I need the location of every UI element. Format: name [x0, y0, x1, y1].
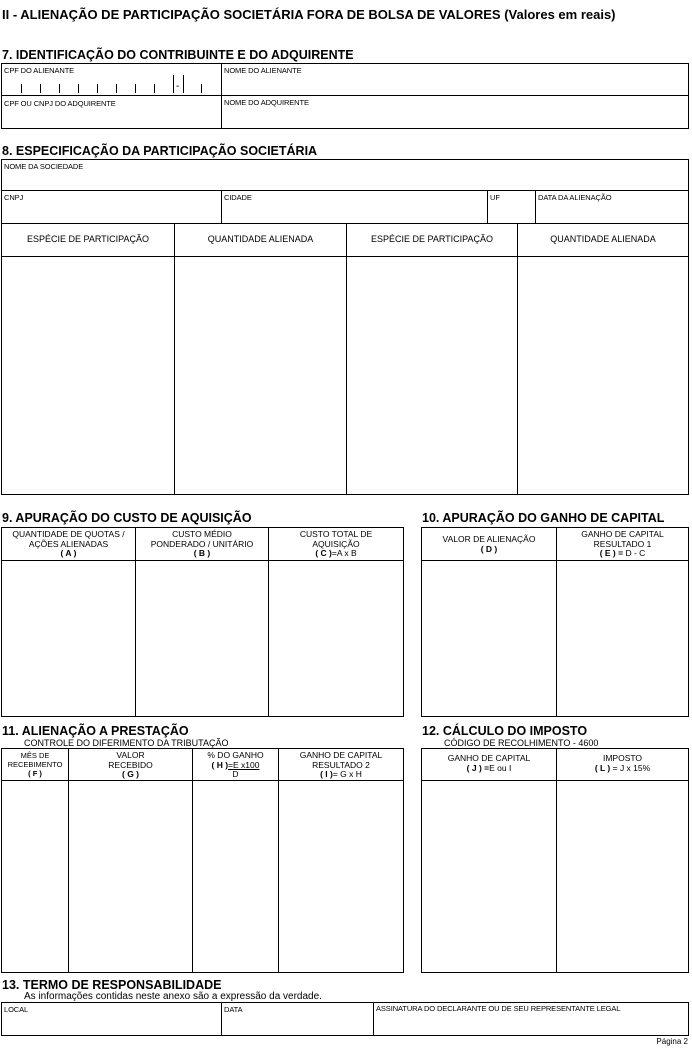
- col-c-line1: CUSTO TOTAL DE: [299, 529, 373, 539]
- col-f-field[interactable]: [2, 781, 67, 972]
- nome-adquirente-label: NOME DO ADQUIRENTE: [224, 98, 309, 107]
- column-header-h: [193, 751, 278, 780]
- col-d-field[interactable]: [422, 561, 555, 716]
- assinatura-field[interactable]: [375, 1014, 688, 1035]
- col-b-line2: PONDERADO / UNITÁRIO: [150, 538, 254, 549]
- col-b-field[interactable]: [136, 561, 267, 716]
- col-f-line1: MÊS DE: [20, 751, 50, 760]
- column-header-b: [136, 530, 268, 559]
- cnpj-field[interactable]: [2, 202, 220, 222]
- col-g-code: ( G ): [122, 769, 139, 779]
- col-e-formula: D - C: [625, 548, 646, 558]
- page-number: Página 2: [656, 1037, 688, 1046]
- col-h-line1: % DO GANHO: [207, 750, 264, 760]
- data-label: DATA: [224, 1005, 243, 1014]
- column-header-f: [2, 751, 68, 778]
- col-e-field[interactable]: [557, 561, 688, 716]
- nome-adquirente-field[interactable]: [223, 108, 688, 128]
- col-c-code: ( C ): [315, 548, 332, 558]
- data-field[interactable]: [223, 1014, 372, 1035]
- col-j-line1: GANHO DE CAPITAL: [447, 753, 531, 763]
- cpf-dash: -: [176, 81, 180, 92]
- data-alienacao-field[interactable]: [537, 202, 688, 222]
- col-a-code: ( A ): [60, 548, 77, 558]
- digit-tick: [97, 84, 98, 93]
- divider: [373, 1002, 374, 1036]
- col-c-field[interactable]: [269, 561, 403, 716]
- column-header-a: [2, 530, 135, 559]
- col-e-code-line: [557, 549, 688, 559]
- col-h-field[interactable]: [193, 781, 277, 972]
- col-a-line2: AÇÕES ALIENADAS: [28, 538, 109, 549]
- col-l-formula: = J x 15%: [612, 762, 651, 773]
- col-g-line1: VALOR: [116, 750, 145, 760]
- col-j-code: ( J ) =: [466, 762, 490, 773]
- col-h-formula: =E x100: [228, 759, 260, 770]
- col-e-code: ( E ) =: [599, 548, 624, 558]
- column-header-l: [557, 754, 688, 773]
- divider: [1, 190, 689, 191]
- digit-tick: [78, 84, 79, 93]
- col-j-code-line: [422, 764, 556, 774]
- col-c-line2: AQUISIÇÃO: [312, 538, 360, 549]
- col-l-code-line: [557, 764, 688, 774]
- column-header-j: [422, 754, 556, 773]
- col-l-code: ( L ): [594, 762, 611, 773]
- digit-tick: [201, 84, 202, 93]
- col-f-line2: RECEBIMENTO: [7, 760, 63, 769]
- section-8-heading: 8. ESPECIFICAÇÃO DA PARTICIPAÇÃO SOCIETÁRIA: [2, 144, 318, 158]
- page-title-text: II - ALIENAÇÃO DE PARTICIPAÇÃO SOCIETÁRIA FORA DE BOLSA DE VALORES: [2, 7, 501, 22]
- especie-2-field[interactable]: [347, 257, 516, 494]
- cpf-alienante-label: CPF DO ALIENANTE: [4, 66, 75, 75]
- section-9-heading: 9. APURAÇÃO DO CUSTO DE AQUISIÇÃO: [2, 511, 252, 525]
- col-e-line2: RESULTADO 1: [593, 538, 652, 549]
- section-10-heading: 10. APURAÇÃO DO GANHO DE CAPITAL: [422, 511, 665, 525]
- section-11-subheading: CONTROLE DO DIFERIMENTO DA TRIBUTAÇÃO: [24, 738, 229, 748]
- assinatura-label: ASSINATURA DO DECLARANTE OU DE SEU REPRESENTANTE LEGAL: [376, 1004, 621, 1013]
- col-l-line1: IMPOSTO: [602, 753, 643, 763]
- col-e-line1: GANHO DE CAPITAL: [581, 529, 664, 539]
- col-i-line1: GANHO DE CAPITAL: [299, 750, 383, 760]
- cpf-cnpj-adquirente-label: CPF OU CNPJ DO ADQUIRENTE: [4, 99, 116, 108]
- digit-tick: [183, 75, 184, 93]
- col-j-field[interactable]: [422, 781, 555, 972]
- col-b-code: ( B ): [193, 548, 211, 558]
- digit-tick: [154, 84, 155, 93]
- col-l-field[interactable]: [557, 781, 688, 972]
- col-i-formula: = G x H: [332, 769, 362, 779]
- cpf-cnpj-adquirente-field[interactable]: [2, 108, 220, 128]
- digit-tick: [135, 84, 136, 93]
- col-a-line1: QUANTIDADE DE QUOTAS /: [12, 529, 125, 539]
- nome-alienante-field[interactable]: [223, 75, 688, 94]
- col-c-code-line: [269, 549, 403, 559]
- col-d-code: ( D ): [480, 543, 498, 554]
- column-header-d: [422, 535, 556, 554]
- local-field[interactable]: [2, 1014, 220, 1035]
- col-c-formula: =A x B: [331, 548, 357, 558]
- cpf-alienante-field[interactable]: [2, 75, 220, 94]
- digit-tick: [40, 84, 41, 93]
- section-13-statement: As informações contidas neste anexo são a expressão da verdade.: [24, 991, 322, 1002]
- cidade-field[interactable]: [223, 202, 486, 222]
- cnpj-label: CNPJ: [4, 193, 24, 202]
- nome-alienante-label: NOME DO ALIENANTE: [224, 66, 302, 75]
- divider: [535, 190, 536, 223]
- col-b-line1: CUSTO MÉDIO: [172, 529, 232, 539]
- column-header-g: [69, 751, 192, 780]
- col-g-line2: RECEBIDO: [108, 759, 153, 770]
- divider: [487, 190, 488, 223]
- especie-1-field[interactable]: [2, 257, 173, 494]
- digit-tick: [116, 84, 117, 93]
- col-h-denominator: D: [232, 769, 239, 779]
- data-alienacao-label: DATA DA ALIENAÇÃO: [538, 193, 612, 202]
- column-header-especie-1: ESPÉCIE DE PARTICIPAÇÃO: [26, 234, 150, 244]
- section-11-heading: 11. ALIENAÇÃO A PRESTAÇÃO: [2, 724, 189, 738]
- column-header-quantidade-2: QUANTIDADE ALIENADA: [550, 234, 656, 244]
- col-d-line1: VALOR DE ALIENAÇÃO: [442, 534, 536, 544]
- column-header-i: [279, 751, 403, 780]
- nome-sociedade-label: NOME DA SOCIEDADE: [4, 162, 84, 171]
- col-f-code: ( F ): [28, 769, 42, 778]
- divider: [221, 1002, 222, 1036]
- divider: [1, 223, 689, 224]
- column-header-e: [557, 530, 688, 559]
- divider: [221, 190, 222, 223]
- col-a-field[interactable]: [2, 561, 134, 716]
- column-header-quantidade-1: QUANTIDADE ALIENADA: [207, 234, 314, 244]
- uf-field[interactable]: [489, 202, 534, 222]
- col-j-formula: E ou I: [489, 762, 512, 773]
- col-i-line2: RESULTADO 2: [312, 759, 370, 770]
- column-header-especie-2: ESPÉCIE DE PARTICIPAÇÃO: [370, 234, 494, 244]
- col-i-code: ( I ): [320, 769, 333, 779]
- col-g-field[interactable]: [69, 781, 191, 972]
- section-13-heading: 13. TERMO DE RESPONSABILIDADE: [2, 978, 222, 992]
- local-label: LOCAL: [4, 1005, 29, 1014]
- nome-sociedade-field[interactable]: [2, 171, 688, 189]
- col-i-code-line: [279, 770, 403, 780]
- section-12-subheading: CÓDIGO DE RECOLHIMENTO - 4600: [444, 738, 599, 748]
- page-title: [2, 7, 616, 22]
- cidade-label: CIDADE: [224, 193, 252, 202]
- col-i-field[interactable]: [279, 781, 403, 972]
- quantidade-2-field[interactable]: [518, 257, 688, 494]
- uf-label: UF: [490, 193, 500, 202]
- digit-tick: [59, 84, 60, 93]
- section-7-heading: 7. IDENTIFICAÇÃO DO CONTRIBUINTE E DO ADQUIRENTE: [2, 48, 354, 62]
- page-title-suffix: (Valores em reais): [504, 7, 616, 22]
- divider: [221, 63, 222, 129]
- digit-tick: [21, 84, 22, 93]
- divider: [1, 95, 689, 96]
- digit-tick: [173, 75, 174, 93]
- quantidade-1-field[interactable]: [175, 257, 345, 494]
- col-h-code: ( H ): [211, 759, 229, 770]
- section-12-heading: 12. CÁLCULO DO IMPOSTO: [422, 724, 588, 738]
- column-header-c: [269, 530, 403, 559]
